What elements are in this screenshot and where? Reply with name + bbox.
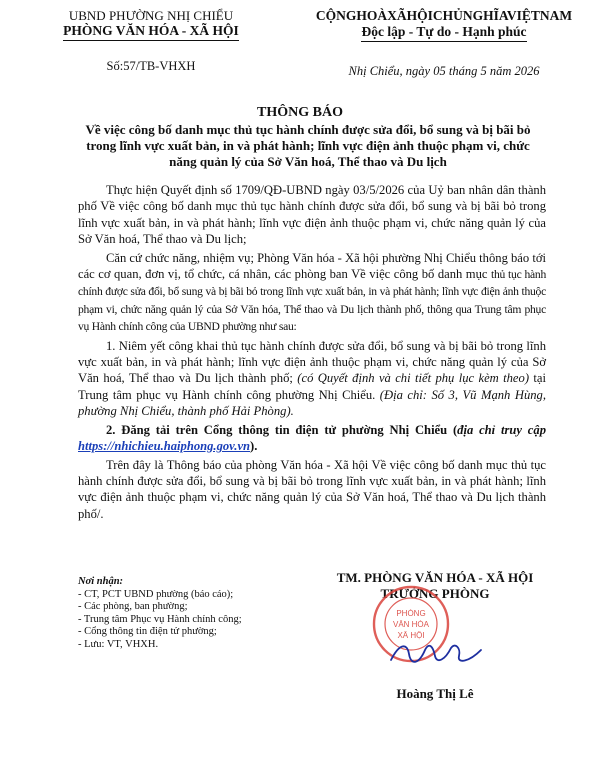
item-1 (78, 338, 546, 420)
recipients-block (78, 576, 308, 651)
stamp-text-bottom: XÃ HỘI (397, 631, 425, 640)
doc-subtitle: Về việc công bố danh mục thủ tục hành chính được sửa đổi, bổ sung và bị bãi bỏ trong lĩnh vực xuất bản, in và phát hành; lĩnh vực điện ảnh thuộc phạm vi, chức năng quản lý của Sở Văn hoá, Thể thao và Du lịch (85, 122, 531, 169)
header-right (296, 8, 592, 42)
doc-number: Số:57/TB-VHXH (106, 59, 196, 73)
handwritten-signature (385, 636, 485, 672)
recipients-heading: Nơi nhận: (78, 576, 124, 587)
item-1-part-a: 1. Niêm yết công khai thủ tục hành chính được sửa đổi, bổ sung và bị bãi bỏ trong lĩnh vực xuất bản, in và phát hành; lĩnh vực điện ảnh thuộc phạm vi, chức năng quản lý của Sở Văn hoá, Thể thao và Du lịch thành phố; (78, 338, 546, 386)
paragraph-3: Trên đây là Thông báo của phòng Văn hóa - Xã hội Về việc công bố danh mục thủ tục hành chính được sửa đổi, bổ sung và bị bãi bỏ trong lĩnh vực xuất bản, in và phát hành; lĩnh vực điện ảnh thuộc phạm vi, chức năng quản lý của Sở Văn hoá, Thể thao và Du lịch thành phố/. (78, 457, 546, 521)
org-line-2: PHÒNG VĂN HÓA - XÃ HỘI (63, 23, 239, 41)
doc-title: THÔNG BÁO (257, 105, 343, 120)
issue-date: Nhị Chiểu, ngày 05 tháng 5 năm 2026 (348, 64, 540, 78)
paragraph-2-part-b: thủ tục hành chính được sửa đổi, bổ sung và bị bãi bỏ trong lĩnh vực xuất bản, in và phát hành; lĩnh vực điện ảnh thuộc phạm vi, chức năng quản lý của Sở Văn hóa, Thể thao và Du lịch thành phố, thông qua Trung tâm phục vụ Hành chính công của UBND phường như sau: (78, 268, 546, 334)
item-2-part-b: địa chỉ truy cập (457, 422, 546, 437)
doc-body (78, 182, 546, 524)
item-2-part-a: 2. Đăng tải trên Cổng thông tin điện tử phường Nhị Chiểu ( (106, 422, 458, 437)
item-1-note: (có Quyết định và chi tiết phụ lục kèm theo) (297, 371, 530, 386)
paragraph-2-part-a: Căn cứ chức năng, nhiệm vụ; Phòng Văn hóa - Xã hội phường Nhị Chiểu thông báo tới các cơ quan, đơn vị, tổ chức, cá nhân, các phòng ban Về việc công bố danh mục (78, 250, 547, 282)
item-2-part-c: ). (250, 439, 258, 454)
signer-name: Hoàng Thị Lê (396, 686, 474, 701)
recipient-item: - Cổng thông tin điện tử phường; (78, 626, 217, 637)
signature-title: TM. PHÒNG VĂN HÓA - XÃ HỘI (336, 570, 534, 585)
portal-link[interactable]: https://nhichieu.haiphong.gov.vn (78, 439, 251, 454)
paragraph-1: Thực hiện Quyết định số 1709/QĐ-UBND ngày 03/5/2026 của Uỷ ban nhân dân thành phố Về việc công bố danh mục thủ tục hành chính được sửa đổi, bổ sung và bị bãi bỏ trong lĩnh vực xuất bản, in và phát hành; lĩnh vực điện ảnh thuộc phạm vi, chức năng quản lý của Sở Văn hoá, Thể thao và Du lịch; (78, 183, 546, 247)
recipient-item: - Lưu: VT, VHXH. (78, 638, 159, 650)
recipient-item: - CT, PCT UBND phường (báo cáo); (78, 588, 234, 600)
stamp-text-mid: VĂN HÓA (392, 620, 430, 629)
header-left (46, 8, 256, 74)
nation-line: CỘNGHOÀXÃHỘICHỦNGHĨAVIỆTNAM (315, 8, 573, 23)
signature-position: TRƯỞNG PHÒNG (380, 586, 490, 601)
recipient-item: - Trung tâm Phục vụ Hành chính công; (78, 613, 242, 625)
motto-line: Độc lập - Tự do - Hạnh phúc (361, 24, 526, 42)
org-line-1: UBND PHƯỜNG NHỊ CHIỂU (68, 8, 234, 23)
item-1-part-c: tại Trung tâm phục vụ Hành chính công phường Nhị Chiểu. (78, 371, 546, 402)
paragraph-2 (78, 250, 546, 336)
item-1-address: (Địa chỉ: Số 3, Vũ Mạnh Hùng, phường Nhị Chiểu, thành phố Hải Phòng). (78, 387, 546, 419)
item-2 (78, 422, 546, 455)
recipient-item: - Các phòng, ban phường; (78, 601, 188, 612)
stamp-text-top: PHÒNG (396, 609, 426, 618)
